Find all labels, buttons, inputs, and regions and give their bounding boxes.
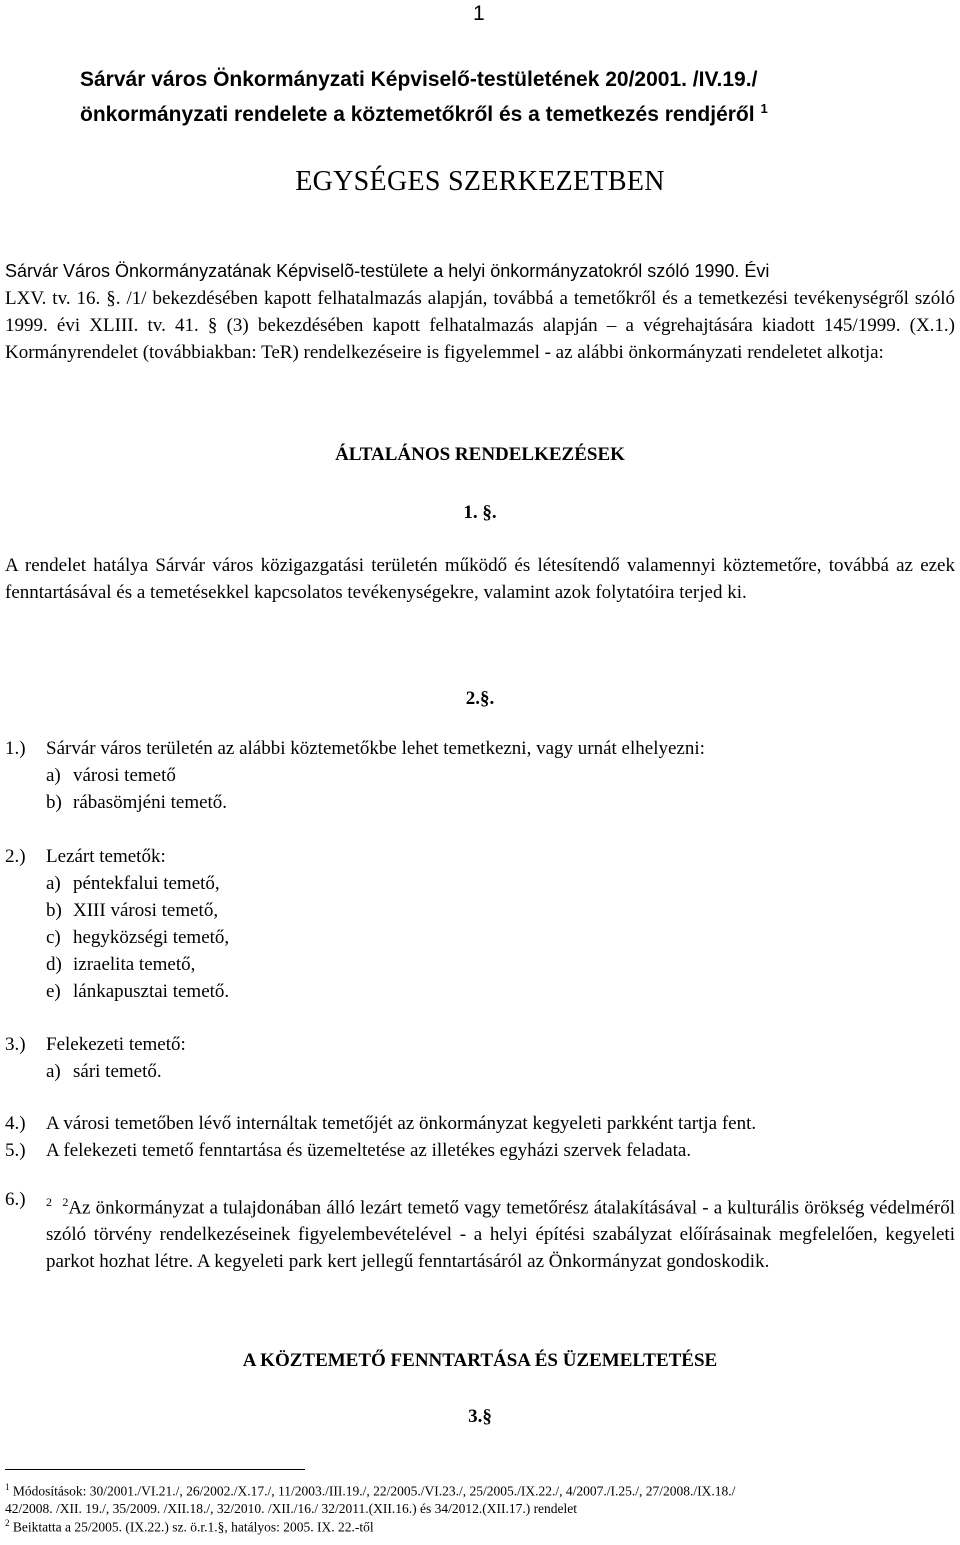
section-heading-maintenance: A KÖZTEMETŐ FENNTARTÁSA ÉS ÜZEMELTETÉSE: [242, 1350, 718, 1371]
sub-letter: a): [46, 873, 61, 894]
item-number: 5.): [5, 1140, 26, 1161]
item-number: 3.): [5, 1034, 26, 1055]
document-subtitle: EGYSÉGES SZERKEZETBEN: [295, 166, 665, 197]
sub-text: városi temető: [73, 765, 176, 786]
sub-text: hegyközségi temető,: [73, 927, 230, 948]
footnote-ref-2b[interactable]: 2: [62, 1195, 69, 1209]
item-number: 2.): [5, 846, 26, 867]
preamble-body: LXV. tv. 16. §. /1/ bekezdésében kapott felhatalmazás alapján, továbbá a temetőkről és a temetkezési tevékenységről szóló 1999. évi XLIII. tv. 41. § (3) bekezdésében kapott felhatalmazás alapján – a végrehajtására kiadott 145/1999. (X.1.) Kormányrendelet (továbbiakban: TeR) rendelkezéseire is figyelemmel - az alábbi önkormányzati rendeletet alkotja:: [5, 288, 955, 363]
sub-letter: d): [46, 954, 62, 975]
sub-letter: e): [46, 981, 61, 1002]
title-line-1: Sárvár város Önkormányzati Képviselő-testületének 20/2001. /IV.19./: [80, 68, 758, 91]
footnote-1: [5, 1479, 955, 1517]
paragraph-1-text: A rendelet hatálya Sárvár város közigazgatási területén működő és létesítendő valamennyi köztemetőre, továbbá az ezek fenntartásával és a temetésekkel kapcsolatos tevékenységekre, valamint azok folytatóira terjed ki.: [5, 555, 955, 603]
footnote-separator: [5, 1469, 305, 1470]
page-number: 1: [473, 2, 485, 25]
item-text: A felekezeti temető fenntartása és üzemeltetése az illetékes egyházi szervek feladata.: [46, 1140, 692, 1161]
item-text: Felekezeti temető:: [46, 1034, 186, 1055]
document-title: [80, 65, 920, 129]
paragraph-mark-2: 2.§.: [465, 688, 495, 709]
sub-letter: b): [46, 792, 62, 813]
footnote-mark: 2: [5, 1518, 10, 1528]
sub-text: lánkapusztai temető.: [73, 981, 230, 1002]
footnote-2: [5, 1515, 955, 1536]
item-text: Sárvár város területén az alábbi köztemetőkbe lehet temetkezni, vagy urnát elhelyezni:: [46, 738, 705, 759]
sub-text: péntekfalui temető,: [73, 873, 220, 894]
footnote-text: Módosítások: 30/2001./VI.21./, 26/2002./X.17./, 11/2003./III.19./, 22/2005./VI.23./, 25/2005./IX.22./, 4/2007./I.25./, 27/2008./IX.18./: [12, 1483, 736, 1499]
sub-letter: a): [46, 765, 61, 786]
preamble-line-1: Sárvár Város Önkormányzatának Képviselõ-testülete a helyi önkormányzatokról szóló 1990. Évi: [5, 261, 770, 281]
title-line-2: önkormányzati rendelete a köztemetőkről és a temetkezés rendjéről $^1$: [80, 101, 768, 126]
footnote-text: Beiktatta a 25/2005. (IX.22.) sz. ö.r.1.§, hatályos: 2005. IX. 22.-től: [12, 1519, 374, 1535]
item-number: 1.): [5, 738, 26, 759]
paragraph-mark-1: 1. §.: [463, 502, 497, 523]
footnote-ref-2[interactable]: 2: [46, 1195, 52, 1209]
sub-text: izraelita temető,: [73, 954, 196, 975]
item-number: 6.): [5, 1189, 26, 1210]
preamble: [5, 258, 955, 366]
sub-letter: b): [46, 900, 62, 921]
sub-letter: c): [46, 927, 61, 948]
footnote-text-cont: 42/2008. /XII. 19./, 35/2009. /XII.18./, 32/2010. /XII./16./ 32/2011.(XII.16.) és 34/2012.(XII.17.) rendelet: [5, 1500, 578, 1516]
sub-text: XIII városi temető,: [73, 900, 219, 921]
paragraph-mark-3: 3.§: [468, 1406, 492, 1427]
sub-letter: a): [46, 1061, 61, 1082]
sub-text: sári temető.: [73, 1061, 162, 1082]
item-text: A városi temetőben lévő internáltak temetőjét az önkormányzat kegyeleti parkként tartja fent.: [46, 1113, 757, 1134]
item-6-text: $^2$ $^2$Az önkormányzat a tulajdonában álló lezárt temető vagy temetőrész átalakításával - a kulturális örökség védelméről szóló törvény rendelkezéseinek figyelembevételével - a helyi építési szabályzat előírásainak megfelelően, kegyeleti parkot hozhat létre. A kegyeleti park kert jellegű fenntartásáról az Önkormányzat gondoskodik.: [46, 1195, 956, 1273]
item-number: 4.): [5, 1113, 26, 1134]
footnote-ref-1[interactable]: 1: [760, 101, 768, 116]
sub-text: rábasömjéni temető.: [73, 792, 228, 813]
list-item-6: [5, 1189, 955, 1275]
footnote-mark: 1: [5, 1482, 10, 1492]
item-text: Lezárt temetők:: [46, 846, 166, 867]
section-heading-general: ÁLTALÁNOS RENDELKEZÉSEK: [335, 444, 625, 465]
